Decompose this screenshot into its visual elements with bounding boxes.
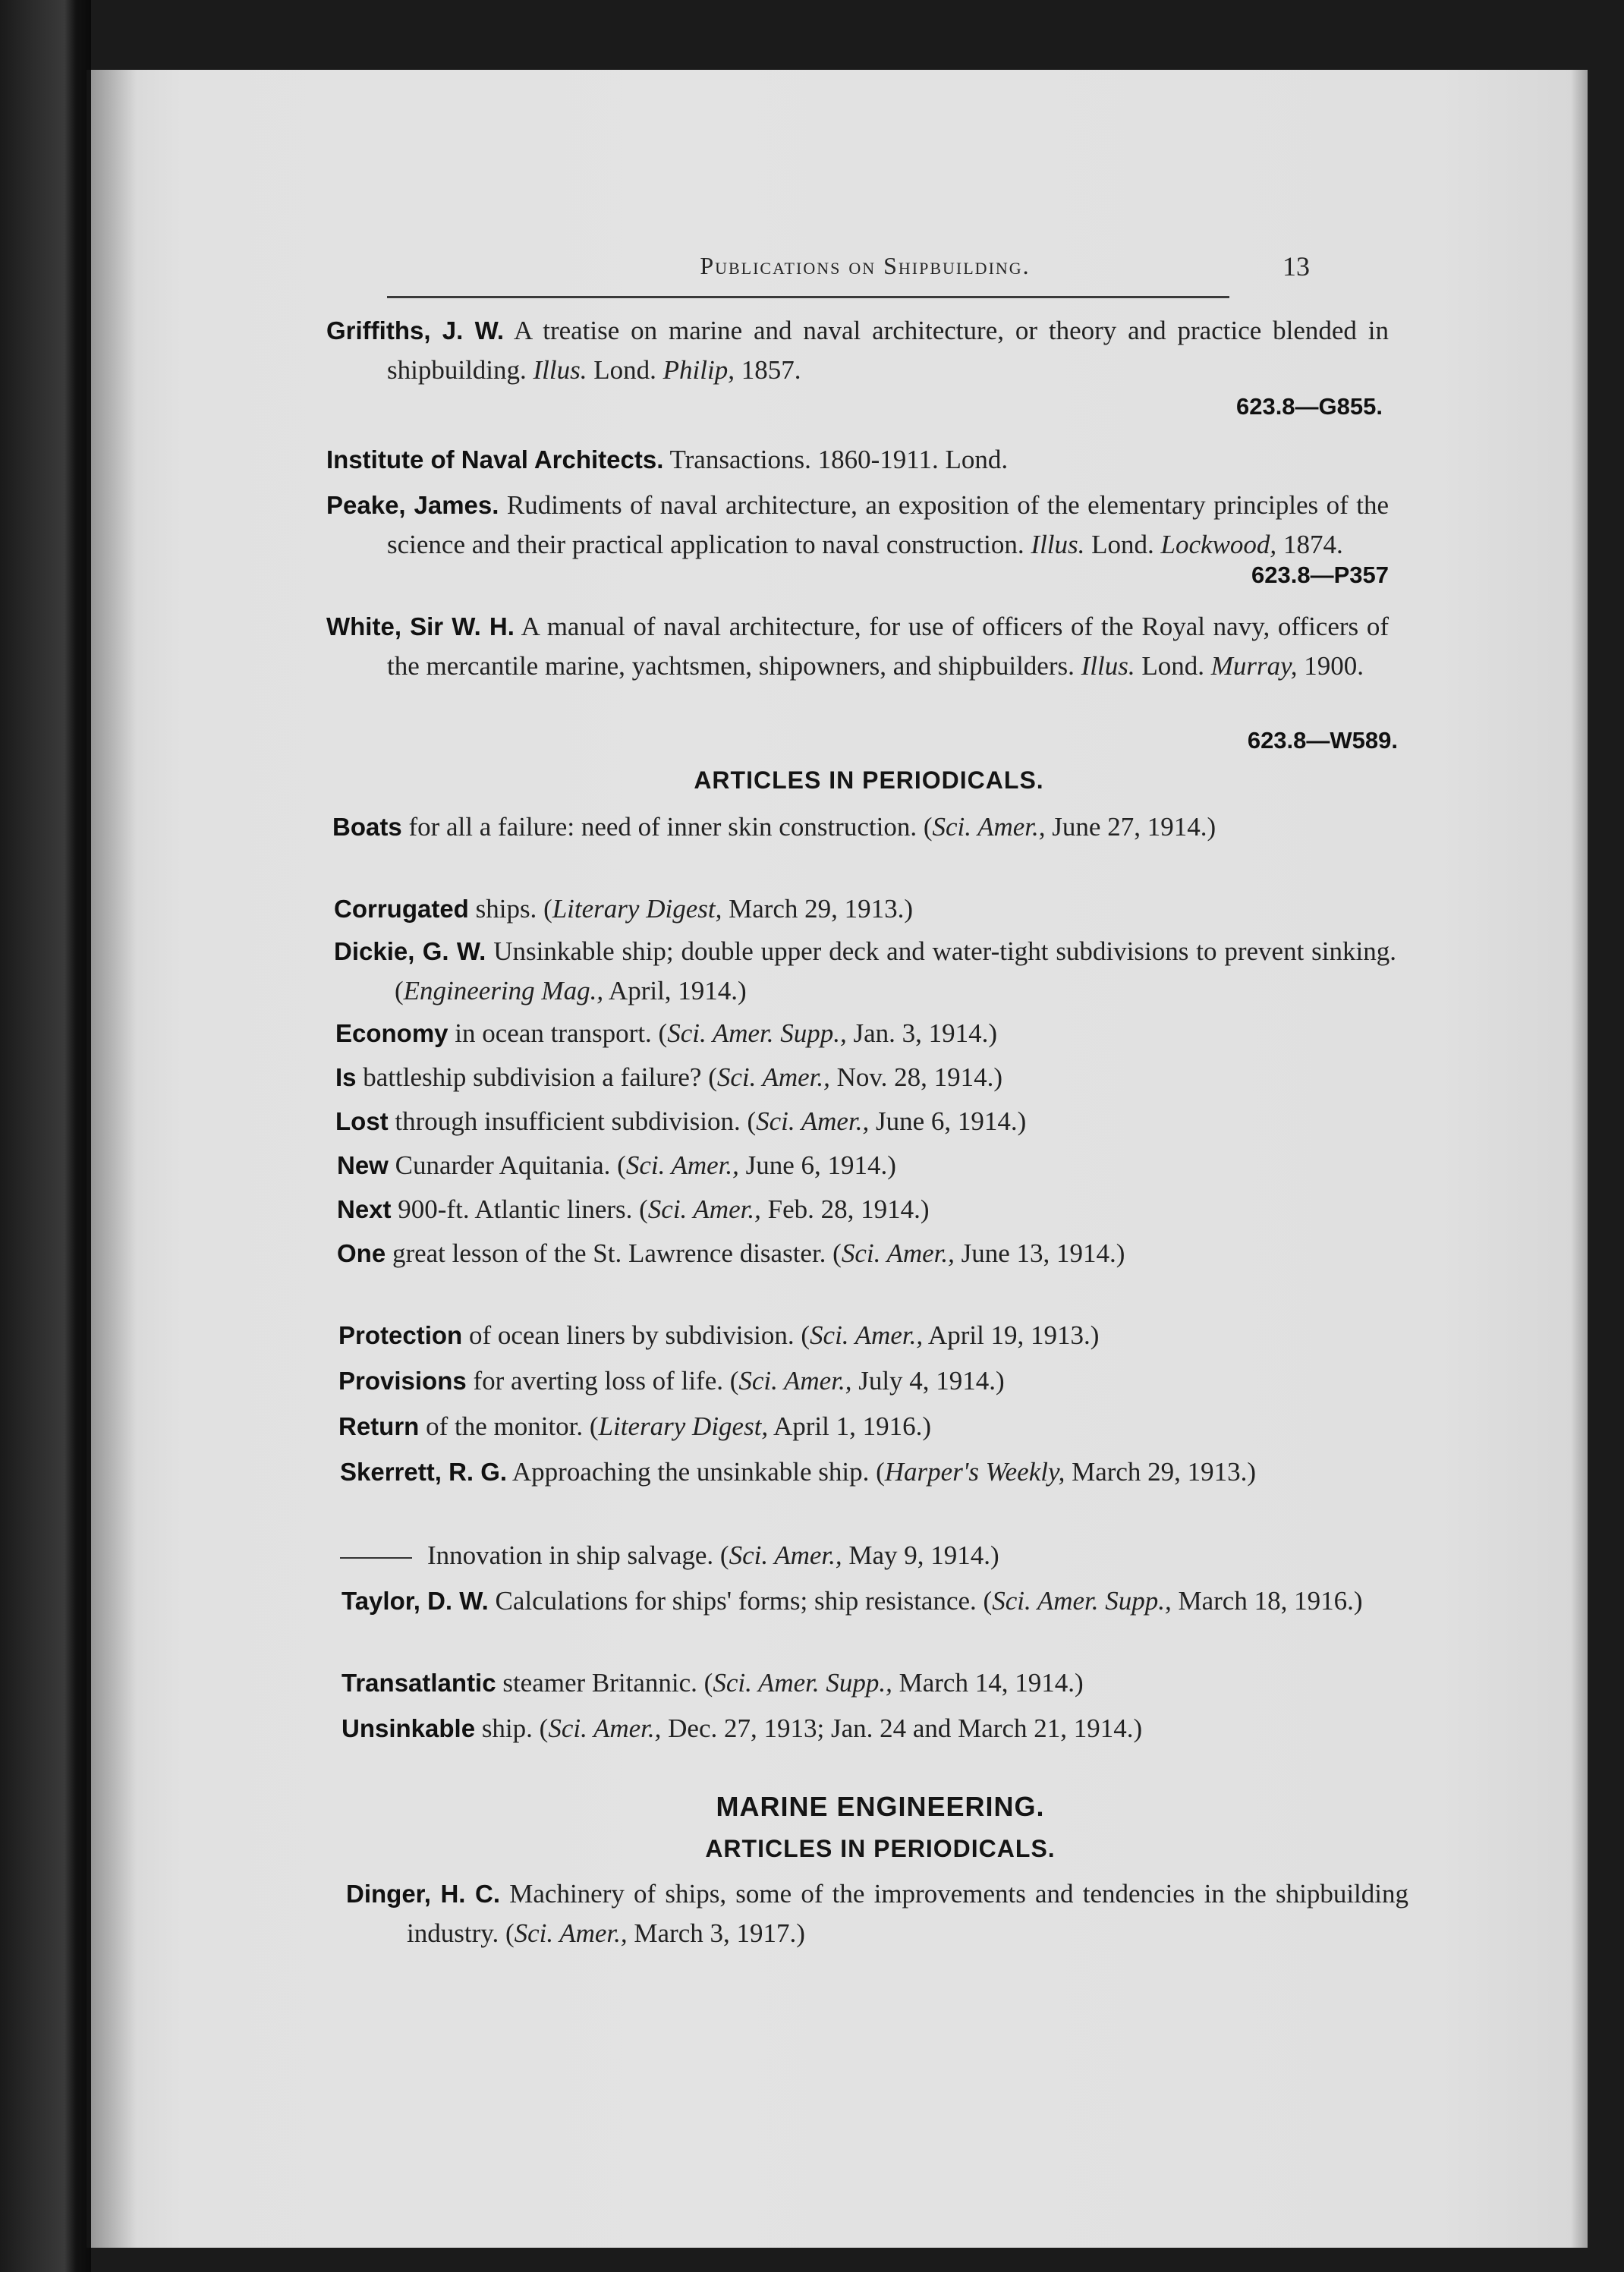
entry-date: March 29, 1913.) bbox=[1072, 1457, 1257, 1487]
entry-source: Sci. Amer., bbox=[841, 1238, 955, 1268]
call-number: 623.8—W589. bbox=[1247, 727, 1398, 754]
entry-illus: Illus. bbox=[1081, 651, 1135, 681]
entry-date: July 4, 1914.) bbox=[858, 1366, 1005, 1396]
entry-author: Institute of Naval Architects. bbox=[326, 445, 664, 474]
entry-date: June 13, 1914.) bbox=[961, 1238, 1125, 1268]
entry-place: Lond. bbox=[1141, 651, 1204, 681]
entry-text: Cunarder Aquitania. bbox=[395, 1150, 611, 1180]
article-entry: Provisions for averting loss of life. (Sci. Amer., July 4, 1914.) bbox=[338, 1366, 1005, 1396]
entry-illus: Illus. bbox=[533, 355, 587, 385]
entry-head: New bbox=[337, 1151, 389, 1179]
entry-source: Sci. Amer., bbox=[548, 1713, 662, 1743]
article-entry: New Cunarder Aquitania. (Sci. Amer., June 6, 1914.) bbox=[337, 1150, 896, 1180]
book-page bbox=[87, 70, 1588, 2248]
entry-head: Protection bbox=[338, 1321, 463, 1349]
entry-text: for averting loss of life. bbox=[473, 1366, 723, 1396]
entry-source: Sci. Amer., bbox=[716, 1062, 830, 1092]
entry-publisher: Philip, bbox=[663, 355, 735, 385]
scan-left-margin bbox=[0, 0, 91, 2272]
entry-source: Sci. Amer., bbox=[932, 812, 1046, 842]
entry-head: Skerrett, R. G. bbox=[340, 1458, 508, 1486]
entry-text: 900-ft. Atlantic liners. bbox=[398, 1194, 633, 1224]
entry-date: June 6, 1914.) bbox=[745, 1150, 896, 1180]
entry-source: Sci. Amer. Supp., bbox=[667, 1018, 847, 1048]
entry-source: Sci. Amer., bbox=[810, 1320, 924, 1350]
section-heading: ARTICLES IN PERIODICALS. bbox=[694, 766, 1044, 794]
entry-text: of the monitor. bbox=[426, 1411, 584, 1441]
article-entry: Corrugated ships. (Literary Digest, March 29, 1913.) bbox=[334, 894, 914, 924]
entry-date: Feb. 28, 1914.) bbox=[767, 1194, 930, 1224]
entry-date: Jan. 3, 1914.) bbox=[853, 1018, 998, 1048]
entry-source: Sci. Amer., bbox=[647, 1194, 761, 1224]
page-number: 13 bbox=[1283, 251, 1310, 282]
entry-head: Provisions bbox=[338, 1367, 467, 1395]
entry-source: Harper's Weekly, bbox=[884, 1457, 1065, 1487]
entry-head: Dinger, H. C. bbox=[346, 1880, 501, 1908]
entry-place: Lond. bbox=[1091, 530, 1154, 559]
entry-head: Boats bbox=[332, 813, 402, 841]
entry-source: Engineering Mag., bbox=[403, 976, 604, 1005]
call-number: 623.8—P357 bbox=[1251, 562, 1389, 588]
entry-text: great lesson of the St. Lawrence disaster. bbox=[392, 1238, 826, 1268]
entry-text: Machinery of ships, some of the improvements and tendencies in the shipbuilding industry. bbox=[407, 1879, 1408, 1948]
entry-date: April 1, 1916.) bbox=[773, 1411, 932, 1441]
entry-publisher: Murray, bbox=[1210, 651, 1298, 681]
entry-date: April, 1914.) bbox=[608, 976, 747, 1005]
article-entry: Protection of ocean liners by subdivision. (Sci. Amer., April 19, 1913.) bbox=[338, 1320, 1100, 1350]
entry-date: May 9, 1914.) bbox=[848, 1540, 999, 1570]
article-entry: Dickie, G. W. Unsinkable ship; double upper deck and water-tight subdivisions to prevent sinking. (Engineering Mag., April, 1914.) bbox=[334, 936, 1396, 1005]
article-entry: Next 900-ft. Atlantic liners. (Sci. Amer., Feb. 28, 1914.) bbox=[337, 1194, 930, 1224]
entry-text: Innovation in ship salvage. bbox=[427, 1540, 714, 1570]
entry-head: Lost bbox=[335, 1107, 389, 1135]
entry-text: ship. bbox=[481, 1713, 533, 1743]
book-entry bbox=[326, 440, 1389, 480]
entry-head: Corrugated bbox=[334, 895, 469, 923]
article-entry: Innovation in ship salvage. (Sci. Amer., May 9, 1914.) bbox=[340, 1536, 1342, 1575]
article-entry: Dinger, H. C. Machinery of ships, some of the improvements and tendencies in the shipbuilding industry. (Sci. Amer., March 3, 1917.) bbox=[346, 1879, 1408, 1948]
entry-source: Sci. Amer. Supp., bbox=[992, 1586, 1172, 1616]
entry-year: 1900. bbox=[1304, 651, 1364, 681]
entry-text: through insufficient subdivision. bbox=[395, 1106, 741, 1136]
article-entry: One great lesson of the St. Lawrence disaster. (Sci. Amer., June 13, 1914.) bbox=[337, 1238, 1125, 1268]
entry-text: A treatise on marine and naval architecture, or theory and practice blended in shipbuilding. bbox=[387, 316, 1389, 385]
article-entry: Transatlantic steamer Britannic. (Sci. Amer. Supp., March 14, 1914.) bbox=[341, 1668, 1084, 1698]
article-entry: Economy in ocean transport. (Sci. Amer. Supp., Jan. 3, 1914.) bbox=[335, 1018, 998, 1048]
entry-source: Sci. Amer., bbox=[625, 1150, 739, 1180]
entry-head: Economy bbox=[335, 1019, 448, 1047]
entry-text: battleship subdivision a failure? bbox=[363, 1062, 702, 1092]
entry-text: Transactions. 1860-1911. Lond. bbox=[669, 445, 1009, 474]
entry-text: A manual of naval architecture, for use of officers of the Royal navy, officers of the mercantile marine, yachtsmen, shipowners, and shipbuilders. bbox=[387, 612, 1389, 681]
page-edge-shadow bbox=[1571, 70, 1588, 2248]
entry-author: Griffiths, J. W. bbox=[326, 316, 505, 345]
entry-date: March 29, 1913.) bbox=[729, 894, 914, 924]
entry-head: Return bbox=[338, 1412, 420, 1440]
entry-head: Dickie, G. W. bbox=[334, 937, 486, 965]
entry-illus: Illus. bbox=[1031, 530, 1085, 559]
entry-publisher: Lockwood, bbox=[1160, 530, 1277, 559]
ditto-dash bbox=[340, 1557, 412, 1559]
entry-source: Sci. Amer., bbox=[729, 1540, 842, 1570]
entry-date: March 14, 1914.) bbox=[899, 1668, 1084, 1698]
article-entry: Taylor, D. W. Calculations for ships' forms; ship resistance. (Sci. Amer. Supp., March 18, 1916.) bbox=[341, 1586, 1363, 1616]
entry-text: Calculations for ships' forms; ship resistance. bbox=[495, 1586, 977, 1616]
entry-date: Dec. 27, 1913; Jan. 24 and March 21, 1914.) bbox=[668, 1713, 1143, 1743]
section-heading: MARINE ENGINEERING. bbox=[716, 1791, 1045, 1822]
entry-source: Sci. Amer., bbox=[738, 1366, 852, 1396]
article-entry: Is battleship subdivision a failure? (Sci. Amer., Nov. 28, 1914.) bbox=[335, 1062, 1003, 1092]
entry-source: Literary Digest, bbox=[598, 1411, 769, 1441]
entry-head: Taylor, D. W. bbox=[341, 1587, 489, 1615]
entry-head: Unsinkable bbox=[341, 1714, 476, 1742]
entry-date: June 6, 1914.) bbox=[875, 1106, 1027, 1136]
book-entry bbox=[326, 486, 1389, 565]
entry-text: Rudiments of naval architecture, an exposition of the elementary principles of the science and their practical application to naval construction. bbox=[387, 490, 1390, 559]
entry-head: Transatlantic bbox=[341, 1669, 496, 1697]
entry-author: White, Sir W. H. bbox=[326, 612, 515, 640]
entry-head: Next bbox=[337, 1195, 392, 1223]
entry-source: Literary Digest, bbox=[552, 894, 722, 924]
entry-year: 1857. bbox=[741, 355, 801, 385]
entry-date: March 3, 1917.) bbox=[634, 1918, 805, 1948]
section-subheading: ARTICLES IN PERIODICALS. bbox=[705, 1835, 1056, 1862]
entry-date: March 18, 1916.) bbox=[1178, 1586, 1363, 1616]
entry-source: Sci. Amer., bbox=[514, 1918, 628, 1948]
entry-head: One bbox=[337, 1239, 386, 1267]
entry-text: in ocean transport. bbox=[455, 1018, 652, 1048]
head-rule bbox=[387, 296, 1229, 298]
entry-text: Approaching the unsinkable ship. bbox=[511, 1457, 870, 1487]
book-entry bbox=[326, 311, 1389, 390]
entry-date: June 27, 1914.) bbox=[1052, 812, 1216, 842]
entry-place: Lond. bbox=[593, 355, 656, 385]
entry-author: Peake, James. bbox=[326, 491, 499, 519]
entry-text: ships. bbox=[475, 894, 537, 924]
entry-text: for all a failure: need of inner skin construction. bbox=[408, 812, 917, 842]
call-number: 623.8—G855. bbox=[1235, 393, 1383, 420]
entry-text: Unsinkable ship; double upper deck and water-tight subdivisions to prevent sinking. bbox=[493, 936, 1396, 966]
entry-source: Sci. Amer. Supp., bbox=[713, 1668, 892, 1698]
binding-shadow bbox=[91, 70, 137, 2248]
article-entry: Return of the monitor. (Literary Digest, April 1, 1916.) bbox=[338, 1411, 932, 1441]
entry-text: steamer Britannic. bbox=[502, 1668, 697, 1698]
entry-year: 1874. bbox=[1283, 530, 1343, 559]
entry-head: Is bbox=[335, 1063, 357, 1091]
article-entry: Lost through insufficient subdivision. (Sci. Amer., June 6, 1914.) bbox=[335, 1106, 1027, 1136]
article-entry: Skerrett, R. G. Approaching the unsinkable ship. (Harper's Weekly, March 29, 1913.) bbox=[340, 1457, 1257, 1487]
entry-date: April 19, 1913.) bbox=[927, 1320, 1100, 1350]
entry-date: Nov. 28, 1914.) bbox=[836, 1062, 1003, 1092]
book-entry bbox=[326, 607, 1389, 686]
article-entry: Unsinkable ship. (Sci. Amer., Dec. 27, 1913; Jan. 24 and March 21, 1914.) bbox=[341, 1713, 1143, 1743]
running-head: Publications on Shipbuilding. bbox=[700, 252, 1031, 279]
entry-text: of ocean liners by subdivision. bbox=[468, 1320, 795, 1350]
entry-source: Sci. Amer., bbox=[756, 1106, 870, 1136]
article-entry: Boats for all a failure: need of inner skin construction. (Sci. Amer., June 27, 1914.) bbox=[332, 812, 1216, 842]
